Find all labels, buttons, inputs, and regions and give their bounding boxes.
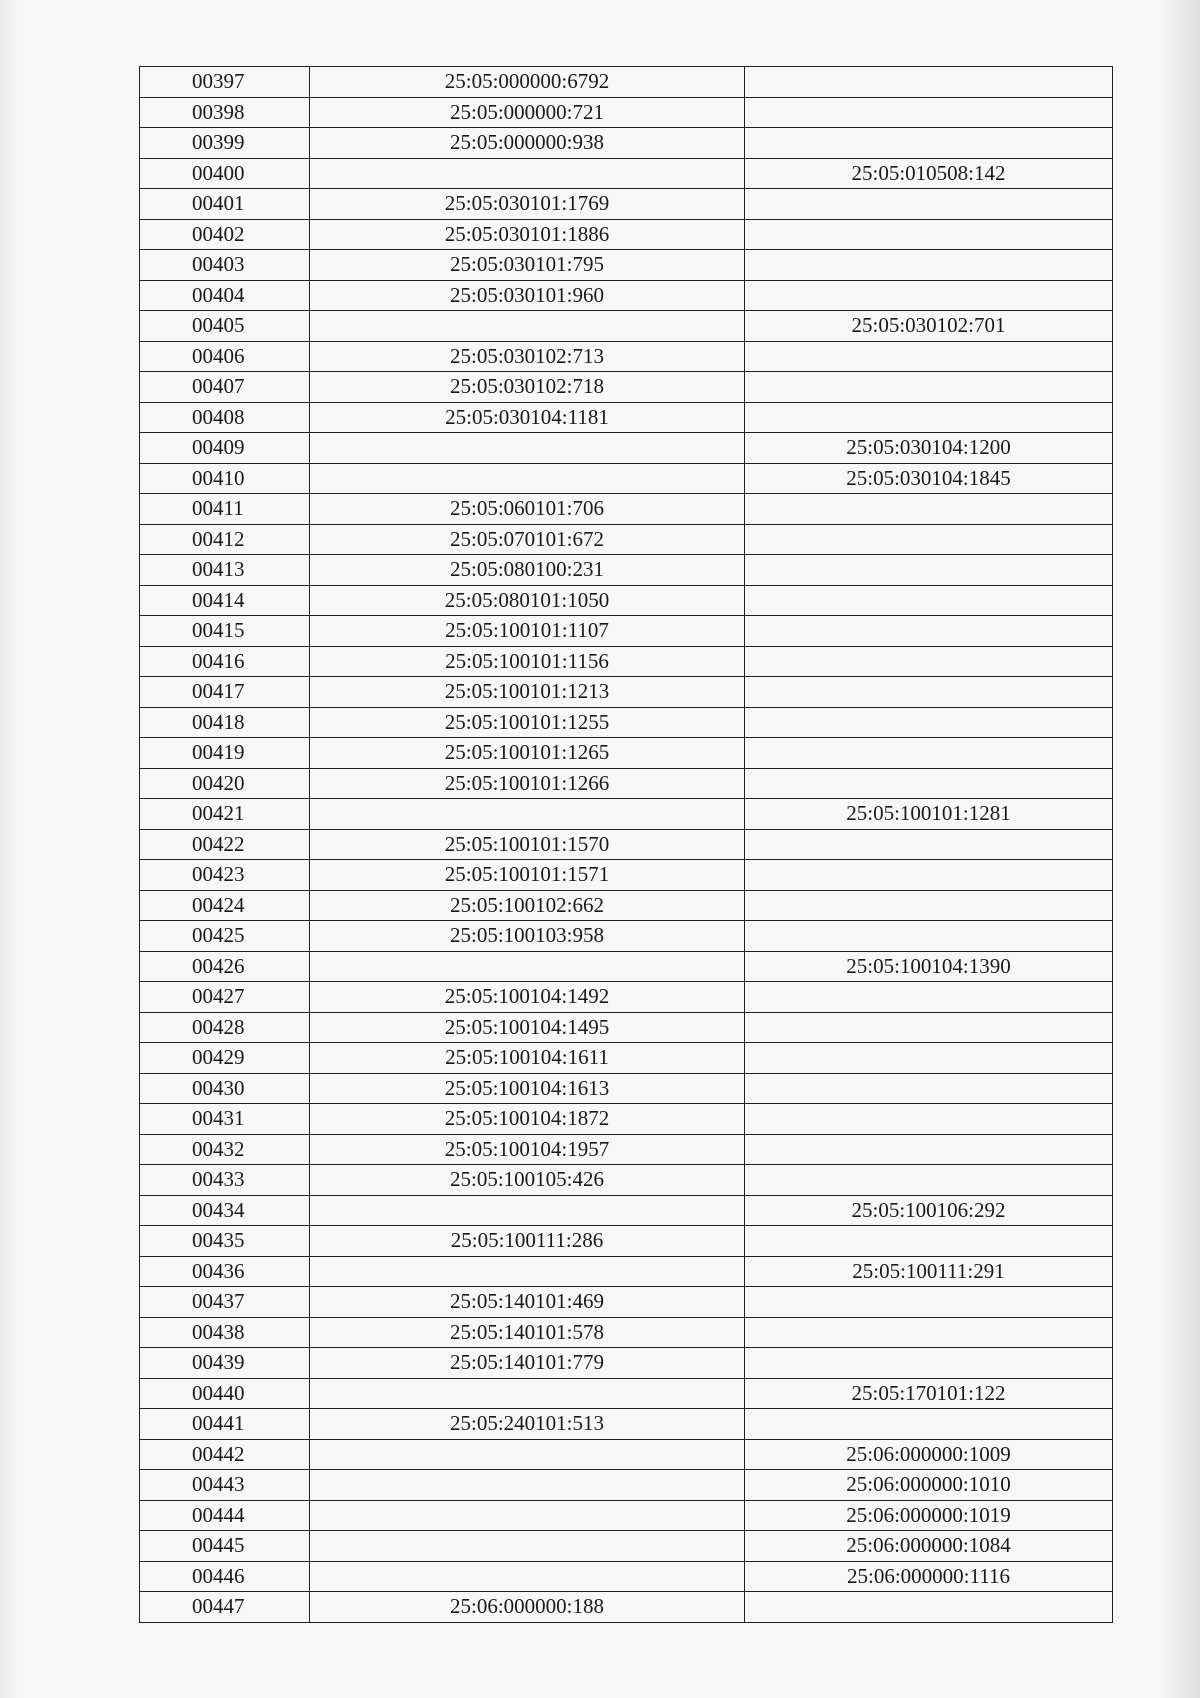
table-row xyxy=(140,189,1113,220)
cadastral-number-cell xyxy=(310,799,745,830)
row-number-cell: 00426 xyxy=(140,951,310,982)
table-row xyxy=(140,97,1113,128)
row-number-cell: 00399 xyxy=(140,128,310,159)
row-number-cell: 00412 xyxy=(140,524,310,555)
related-cadastral-number-cell xyxy=(745,1165,1113,1196)
table-row xyxy=(140,1073,1113,1104)
row-number-cell: 00445 xyxy=(140,1531,310,1562)
related-cadastral-number-cell: 25:06:000000:1009 xyxy=(745,1439,1113,1470)
cadastral-number-cell: 25:05:030102:718 xyxy=(310,372,745,403)
related-cadastral-number-cell xyxy=(745,372,1113,403)
table-row xyxy=(140,1012,1113,1043)
cadastral-number-cell: 25:05:100101:1570 xyxy=(310,829,745,860)
row-number-cell: 00442 xyxy=(140,1439,310,1470)
table-row xyxy=(140,402,1113,433)
table-row xyxy=(140,433,1113,464)
cadastral-number-cell: 25:05:100102:662 xyxy=(310,890,745,921)
related-cadastral-number-cell xyxy=(745,402,1113,433)
row-number-cell: 00447 xyxy=(140,1592,310,1623)
table-body xyxy=(140,67,1113,1623)
row-number-cell: 00429 xyxy=(140,1043,310,1074)
cadastral-number-cell: 25:05:000000:721 xyxy=(310,97,745,128)
table-row xyxy=(140,890,1113,921)
cadastral-number-cell: 25:05:070101:672 xyxy=(310,524,745,555)
cadastral-number-cell: 25:05:100101:1265 xyxy=(310,738,745,769)
row-number-cell: 00417 xyxy=(140,677,310,708)
related-cadastral-number-cell xyxy=(745,219,1113,250)
related-cadastral-number-cell: 25:06:000000:1116 xyxy=(745,1561,1113,1592)
related-cadastral-number-cell xyxy=(745,1592,1113,1623)
page-edge-shadow-right xyxy=(1160,0,1200,1698)
related-cadastral-number-cell xyxy=(745,1317,1113,1348)
row-number-cell: 00404 xyxy=(140,280,310,311)
cadastral-number-cell: 25:05:100104:1957 xyxy=(310,1134,745,1165)
cadastral-number-cell xyxy=(310,1561,745,1592)
related-cadastral-number-cell: 25:05:100104:1390 xyxy=(745,951,1113,982)
row-number-cell: 00397 xyxy=(140,67,310,98)
table-row xyxy=(140,768,1113,799)
related-cadastral-number-cell xyxy=(745,1409,1113,1440)
related-cadastral-number-cell xyxy=(745,189,1113,220)
related-cadastral-number-cell xyxy=(745,1348,1113,1379)
related-cadastral-number-cell xyxy=(745,67,1113,98)
related-cadastral-number-cell xyxy=(745,1134,1113,1165)
related-cadastral-number-cell: 25:06:000000:1010 xyxy=(745,1470,1113,1501)
row-number-cell: 00428 xyxy=(140,1012,310,1043)
table-row xyxy=(140,707,1113,738)
row-number-cell: 00398 xyxy=(140,97,310,128)
cadastral-number-cell xyxy=(310,1378,745,1409)
cadastral-number-cell: 25:05:140101:469 xyxy=(310,1287,745,1318)
table-row xyxy=(140,646,1113,677)
cadastral-number-cell xyxy=(310,311,745,342)
cadastral-number-cell xyxy=(310,1470,745,1501)
related-cadastral-number-cell: 25:05:030104:1845 xyxy=(745,463,1113,494)
related-cadastral-number-cell xyxy=(745,616,1113,647)
related-cadastral-number-cell xyxy=(745,982,1113,1013)
cadastral-number-cell xyxy=(310,463,745,494)
cadastral-number-cell: 25:05:100101:1156 xyxy=(310,646,745,677)
table-row xyxy=(140,1165,1113,1196)
table-row xyxy=(140,1470,1113,1501)
cadastral-number-cell xyxy=(310,1531,745,1562)
row-number-cell: 00423 xyxy=(140,860,310,891)
cadastral-number-cell: 25:05:030102:713 xyxy=(310,341,745,372)
table-row xyxy=(140,921,1113,952)
row-number-cell: 00402 xyxy=(140,219,310,250)
table-row xyxy=(140,799,1113,830)
table-row xyxy=(140,1104,1113,1135)
related-cadastral-number-cell: 25:05:100106:292 xyxy=(745,1195,1113,1226)
row-number-cell: 00422 xyxy=(140,829,310,860)
table-row xyxy=(140,1409,1113,1440)
table-row xyxy=(140,1378,1113,1409)
cadastral-number-cell: 25:05:030101:960 xyxy=(310,280,745,311)
cadastral-number-cell: 25:06:000000:188 xyxy=(310,1592,745,1623)
related-cadastral-number-cell xyxy=(745,677,1113,708)
related-cadastral-number-cell: 25:06:000000:1019 xyxy=(745,1500,1113,1531)
row-number-cell: 00420 xyxy=(140,768,310,799)
row-number-cell: 00439 xyxy=(140,1348,310,1379)
cadastral-number-cell: 25:05:000000:938 xyxy=(310,128,745,159)
table-row xyxy=(140,616,1113,647)
row-number-cell: 00438 xyxy=(140,1317,310,1348)
cadastral-number-cell: 25:05:030101:1886 xyxy=(310,219,745,250)
row-number-cell: 00424 xyxy=(140,890,310,921)
row-number-cell: 00434 xyxy=(140,1195,310,1226)
table-row xyxy=(140,585,1113,616)
table-row xyxy=(140,1195,1113,1226)
row-number-cell: 00405 xyxy=(140,311,310,342)
cadastral-number-cell xyxy=(310,1439,745,1470)
row-number-cell: 00432 xyxy=(140,1134,310,1165)
page-edge-shadow-left xyxy=(0,0,18,1698)
table-row xyxy=(140,463,1113,494)
cadastral-number-cell xyxy=(310,1500,745,1531)
related-cadastral-number-cell xyxy=(745,860,1113,891)
row-number-cell: 00413 xyxy=(140,555,310,586)
cadastral-number-cell: 25:05:030101:795 xyxy=(310,250,745,281)
cadastral-number-cell: 25:05:030104:1181 xyxy=(310,402,745,433)
row-number-cell: 00437 xyxy=(140,1287,310,1318)
row-number-cell: 00407 xyxy=(140,372,310,403)
cadastral-number-cell: 25:05:100103:958 xyxy=(310,921,745,952)
table-row xyxy=(140,982,1113,1013)
table-row xyxy=(140,67,1113,98)
related-cadastral-number-cell: 25:05:100111:291 xyxy=(745,1256,1113,1287)
related-cadastral-number-cell xyxy=(745,341,1113,372)
row-number-cell: 00444 xyxy=(140,1500,310,1531)
cadastral-number-cell: 25:05:000000:6792 xyxy=(310,67,745,98)
table-row xyxy=(140,1226,1113,1257)
table-row xyxy=(140,250,1113,281)
table-row xyxy=(140,860,1113,891)
cadastral-number-cell: 25:05:030101:1769 xyxy=(310,189,745,220)
related-cadastral-number-cell xyxy=(745,1287,1113,1318)
related-cadastral-number-cell xyxy=(745,921,1113,952)
related-cadastral-number-cell xyxy=(745,646,1113,677)
related-cadastral-number-cell: 25:05:030102:701 xyxy=(745,311,1113,342)
table-row xyxy=(140,1348,1113,1379)
related-cadastral-number-cell xyxy=(745,1043,1113,1074)
row-number-cell: 00414 xyxy=(140,585,310,616)
row-number-cell: 00431 xyxy=(140,1104,310,1135)
row-number-cell: 00409 xyxy=(140,433,310,464)
table-row xyxy=(140,372,1113,403)
row-number-cell: 00433 xyxy=(140,1165,310,1196)
related-cadastral-number-cell xyxy=(745,768,1113,799)
cadastral-number-cell: 25:05:100111:286 xyxy=(310,1226,745,1257)
row-number-cell: 00411 xyxy=(140,494,310,525)
table-row xyxy=(140,738,1113,769)
row-number-cell: 00440 xyxy=(140,1378,310,1409)
cadastral-number-cell: 25:05:060101:706 xyxy=(310,494,745,525)
cadastral-number-cell: 25:05:100104:1613 xyxy=(310,1073,745,1104)
related-cadastral-number-cell xyxy=(745,1073,1113,1104)
table-row xyxy=(140,1287,1113,1318)
table-row xyxy=(140,219,1113,250)
related-cadastral-number-cell xyxy=(745,585,1113,616)
related-cadastral-number-cell xyxy=(745,1012,1113,1043)
related-cadastral-number-cell xyxy=(745,707,1113,738)
cadastral-number-cell xyxy=(310,158,745,189)
cadastral-number-table xyxy=(139,66,1113,1623)
table-row xyxy=(140,1256,1113,1287)
cadastral-number-cell: 25:05:100101:1266 xyxy=(310,768,745,799)
table-row xyxy=(140,311,1113,342)
row-number-cell: 00410 xyxy=(140,463,310,494)
related-cadastral-number-cell xyxy=(745,250,1113,281)
cadastral-number-cell: 25:05:240101:513 xyxy=(310,1409,745,1440)
row-number-cell: 00436 xyxy=(140,1256,310,1287)
row-number-cell: 00406 xyxy=(140,341,310,372)
table-row xyxy=(140,1592,1113,1623)
cadastral-number-cell: 25:05:140101:578 xyxy=(310,1317,745,1348)
cadastral-number-cell xyxy=(310,1195,745,1226)
related-cadastral-number-cell xyxy=(745,1226,1113,1257)
related-cadastral-number-cell: 25:05:030104:1200 xyxy=(745,433,1113,464)
related-cadastral-number-cell xyxy=(745,494,1113,525)
related-cadastral-number-cell xyxy=(745,128,1113,159)
row-number-cell: 00416 xyxy=(140,646,310,677)
related-cadastral-number-cell xyxy=(745,738,1113,769)
cadastral-number-cell xyxy=(310,951,745,982)
table-row xyxy=(140,158,1113,189)
cadastral-number-cell xyxy=(310,433,745,464)
cadastral-number-cell: 25:05:100101:1107 xyxy=(310,616,745,647)
cadastral-number-cell xyxy=(310,1256,745,1287)
cadastral-number-cell: 25:05:100104:1495 xyxy=(310,1012,745,1043)
row-number-cell: 00430 xyxy=(140,1073,310,1104)
cadastral-number-cell: 25:05:100101:1571 xyxy=(310,860,745,891)
table-row xyxy=(140,280,1113,311)
related-cadastral-number-cell: 25:05:010508:142 xyxy=(745,158,1113,189)
row-number-cell: 00435 xyxy=(140,1226,310,1257)
table-row xyxy=(140,341,1113,372)
related-cadastral-number-cell: 25:05:100101:1281 xyxy=(745,799,1113,830)
table-row xyxy=(140,829,1113,860)
related-cadastral-number-cell: 25:06:000000:1084 xyxy=(745,1531,1113,1562)
table-row xyxy=(140,677,1113,708)
table-row xyxy=(140,1043,1113,1074)
table-row xyxy=(140,1439,1113,1470)
cadastral-number-cell: 25:05:100101:1213 xyxy=(310,677,745,708)
cadastral-number-cell: 25:05:100101:1255 xyxy=(310,707,745,738)
related-cadastral-number-cell: 25:05:170101:122 xyxy=(745,1378,1113,1409)
row-number-cell: 00400 xyxy=(140,158,310,189)
table-row xyxy=(140,494,1113,525)
cadastral-number-cell: 25:05:080101:1050 xyxy=(310,585,745,616)
related-cadastral-number-cell xyxy=(745,829,1113,860)
row-number-cell: 00419 xyxy=(140,738,310,769)
row-number-cell: 00418 xyxy=(140,707,310,738)
table-row xyxy=(140,128,1113,159)
row-number-cell: 00421 xyxy=(140,799,310,830)
related-cadastral-number-cell xyxy=(745,555,1113,586)
table-row xyxy=(140,951,1113,982)
related-cadastral-number-cell xyxy=(745,890,1113,921)
table-row xyxy=(140,1317,1113,1348)
row-number-cell: 00425 xyxy=(140,921,310,952)
table-row xyxy=(140,1500,1113,1531)
row-number-cell: 00427 xyxy=(140,982,310,1013)
table-row xyxy=(140,1561,1113,1592)
row-number-cell: 00401 xyxy=(140,189,310,220)
table-row xyxy=(140,1134,1113,1165)
table-row xyxy=(140,524,1113,555)
related-cadastral-number-cell xyxy=(745,280,1113,311)
table-row xyxy=(140,1531,1113,1562)
row-number-cell: 00408 xyxy=(140,402,310,433)
cadastral-number-cell: 25:05:100104:1492 xyxy=(310,982,745,1013)
row-number-cell: 00403 xyxy=(140,250,310,281)
related-cadastral-number-cell xyxy=(745,97,1113,128)
cadastral-number-cell: 25:05:100104:1872 xyxy=(310,1104,745,1135)
cadastral-number-cell: 25:05:100105:426 xyxy=(310,1165,745,1196)
cadastral-number-cell: 25:05:100104:1611 xyxy=(310,1043,745,1074)
row-number-cell: 00441 xyxy=(140,1409,310,1440)
row-number-cell: 00443 xyxy=(140,1470,310,1501)
table-row xyxy=(140,555,1113,586)
row-number-cell: 00446 xyxy=(140,1561,310,1592)
cadastral-number-cell: 25:05:140101:779 xyxy=(310,1348,745,1379)
cadastral-number-cell: 25:05:080100:231 xyxy=(310,555,745,586)
row-number-cell: 00415 xyxy=(140,616,310,647)
related-cadastral-number-cell xyxy=(745,1104,1113,1135)
related-cadastral-number-cell xyxy=(745,524,1113,555)
